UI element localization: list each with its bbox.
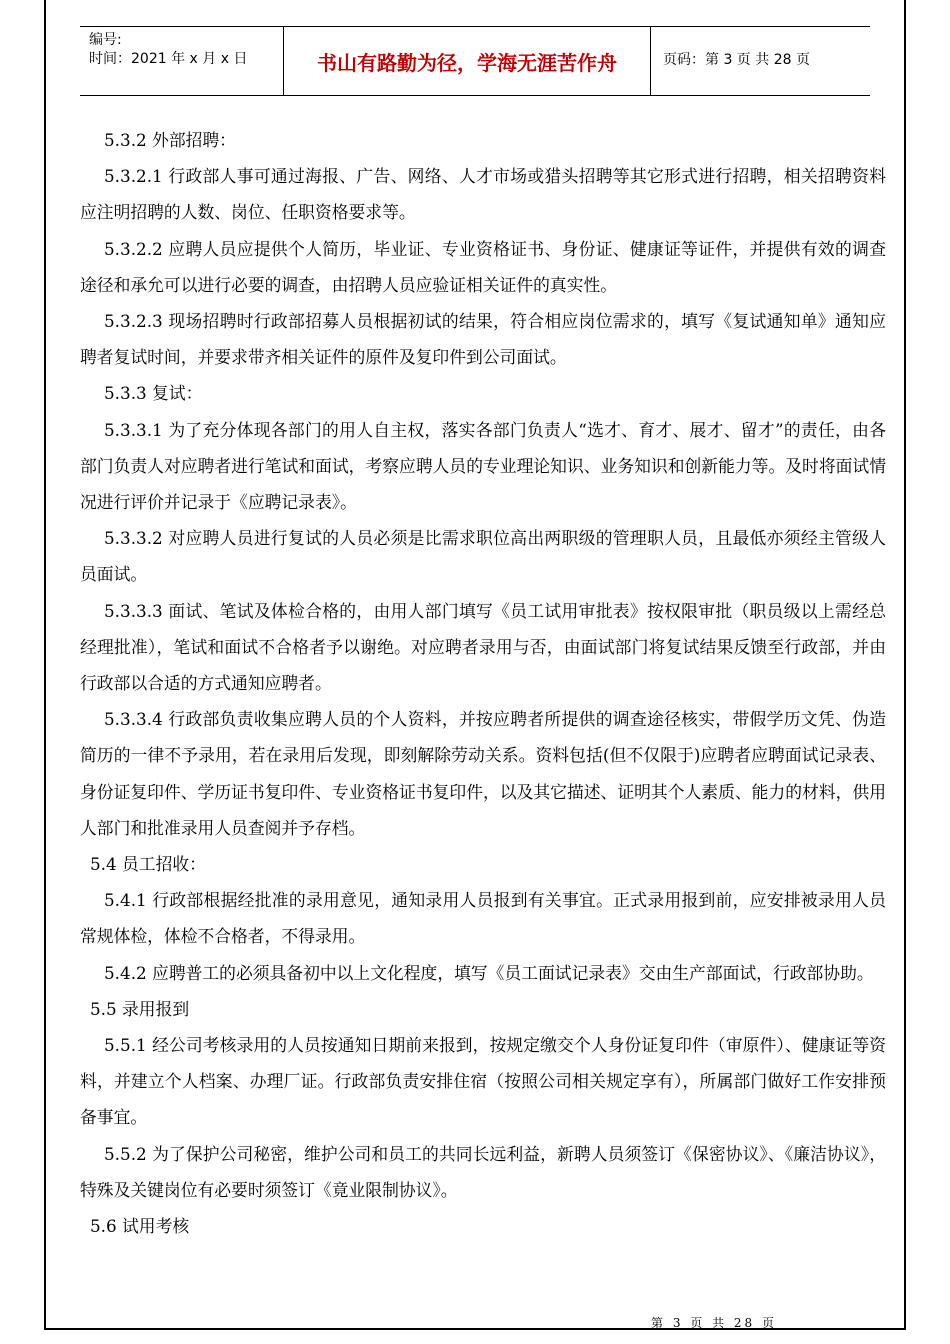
header-motto: 书山有路勤为径，学海无涯苦作舟: [283, 27, 651, 95]
body-paragraph: 5.3.3.2 对应聘人员进行复试的人员必须是比需求职位高出两职级的管理职人员，且最低亦须经主管级人员面试。: [80, 528, 886, 585]
body-paragraph: 5.5.2 为了保护公司秘密，维护公司和员工的共同长远利益，新聘人员须签订《保密协议》、《廉洁协议》，特殊及关键岗位有必要时须签订《竟业限制协议》。: [80, 1143, 886, 1200]
body-paragraph: 5.3.2.2 应聘人员应提供个人简历，毕业证、专业资格证书、身份证、健康证等证件，并提供有效的调查途径和承允可以进行必要的调查，由招聘人员应验证相关证件的真实性。: [80, 238, 886, 295]
body-paragraph: 5.3.3.1 为了充分体现各部门的用人自主权，落实各部门负责人“选才、育才、展才、留才”的责任，由各部门负责人对应聘者进行笔试和面试，考察应聘人员的专业理论知识、业务知识和创新能力等。及时将面试情况进行评价并记录于《应聘记录表》。: [80, 419, 886, 513]
document-header: [80, 26, 870, 96]
body-paragraph: 5.4.2 应聘普工的必须具备初中以上文化程度，填写《员工面试记录表》交由生产部面试，行政部协助。: [104, 962, 874, 983]
body-paragraph: 5.3.3 复试：: [104, 383, 203, 404]
body-paragraph: 5.6 试用考核: [90, 1216, 190, 1237]
header-meta: [80, 27, 283, 95]
document-body: [80, 122, 886, 1244]
body-paragraph: 5.5 录用报到: [90, 998, 190, 1019]
body-paragraph: 5.3.2.1 行政部人事可通过海报、广告、网络、人才市场或猎头招聘等其它形式进行招聘，相关招聘资料应注明招聘的人数、岗位、任职资格要求等。: [80, 166, 886, 223]
header-page-info: 页码：第 3 页 共 28 页: [663, 52, 810, 68]
document-number-label: 编号:: [89, 32, 122, 48]
body-paragraph: 5.4.1 行政部根据经批准的录用意见，通知录用人员报到有关事宜。正式录用报到前，应安排被录用人员常规体检，体检不合格者，不得录用。: [80, 890, 886, 947]
body-paragraph: 5.3.3.4 行政部负责收集应聘人员的个人资料，并按应聘者所提供的调查途径核实，带假学历文凭、伪造简历的一律不予录用，若在录用后发现，即刻解除劳动关系。资料包括(但不仅限于)应聘者应聘面试记录表、身份证复印件、学历证书复印件、专业资格证书复印件，以及其它描述、证明其个人素质、能力的材料，供用人部门和批准录用人员查阅并予存档。: [80, 709, 886, 838]
body-paragraph: 5.3.3.3 面试、笔试及体检合格的，由用人部门填写《员工试用审批表》按权限审批（职员级以上需经总经理批准），笔试和面试不合格者予以谢绝。对应聘者录用与否，由面试部门将复试结果反馈至行政部，并由行政部以合适的方式通知应聘者。: [80, 600, 886, 694]
body-paragraph: 5.4 员工招收：: [90, 854, 206, 875]
body-paragraph: 5.5.1 经公司考核录用的人员按通知日期前来报到，按规定缴交个人身份证复印件（审原件）、健康证等资料，并建立个人档案、办理厂证。行政部负责安排住宿（按照公司相关规定享有），所属部门做好工作安排预备事宜。: [80, 1035, 886, 1128]
body-paragraph: 5.3.2 外部招聘：: [104, 130, 236, 150]
page-footer: 第 3 页 共 28 页: [651, 1316, 777, 1330]
body-paragraph: 5.3.2.3 现场招聘时行政部招募人员根据初试的结果，符合相应岗位需求的，填写《复试通知单》通知应聘者复试时间，并要求带齐相关证件的原件及复印件到公司面试。: [80, 311, 886, 368]
document-time: 时间：2021 年 x 月 x 日: [89, 51, 248, 67]
